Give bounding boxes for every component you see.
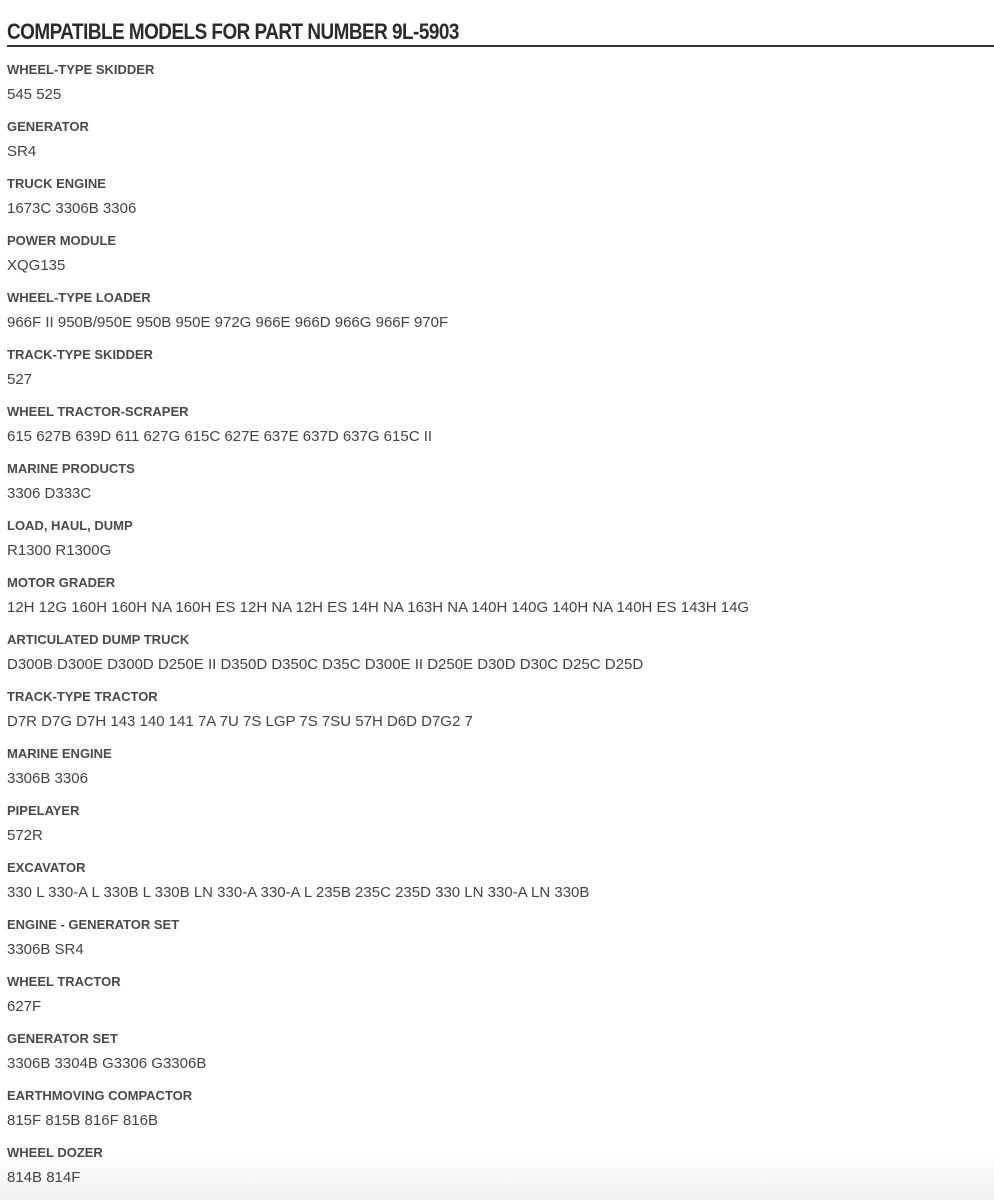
model-category [7,1083,987,1140]
category-name: MARINE PRODUCTS [7,461,135,476]
category-name: GENERATOR SET [7,1031,118,1046]
model-numbers: 615 627B 639D 611 627G 615C 627E 637E 637D 637G 615C II [7,428,433,445]
model-category [7,513,987,570]
category-name: WHEEL TRACTOR [7,974,121,989]
model-numbers: XQG135 [7,257,66,274]
category-name: TRACK-TYPE SKIDDER [7,347,153,362]
page-title: COMPATIBLE MODELS FOR PART NUMBER 9L-5903 [7,19,459,44]
model-category [7,456,987,513]
model-category [7,570,987,627]
model-category [7,1140,987,1197]
category-name: PIPELAYER [7,803,80,818]
model-numbers: 12H 12G 160H 160H NA 160H ES 12H NA 12H ES 14H NA 163H NA 140H 140G 140H NA 140H ES 143H 14G [7,599,750,616]
model-category [7,114,987,171]
model-category [7,228,987,285]
model-category [7,399,987,456]
model-numbers: 966F II 950B/950E 950B 950E 972G 966E 966D 966G 966F 970F [7,314,449,331]
model-category [7,684,987,741]
model-numbers: 814B 814F [7,1169,81,1186]
category-name: MARINE ENGINE [7,746,112,761]
model-numbers: SR4 [7,143,37,160]
model-numbers: 330 L 330-A L 330B L 330B LN 330-A 330-A L 235B 235C 235D 330 LN 330-A LN 330B [7,884,590,901]
category-name: WHEEL DOZER [7,1145,103,1160]
model-numbers: R1300 R1300G [7,542,112,559]
category-name: WHEEL TRACTOR-SCRAPER [7,404,189,419]
model-category [7,798,987,855]
model-numbers: 3306B 3304B G3306 G3306B [7,1055,207,1072]
model-category [7,57,987,114]
category-name: LOAD, HAUL, DUMP [7,518,133,533]
model-numbers: 3306B 3306 [7,770,88,787]
category-name: EARTHMOVING COMPACTOR [7,1088,193,1103]
model-category [7,969,987,1026]
category-name: GENERATOR [7,119,89,134]
model-numbers: 545 525 [7,86,62,103]
model-category [7,285,987,342]
model-numbers: D7R D7G D7H 143 140 141 7A 7U 7S LGP 7S 7SU 57H D6D D7G2 7 [7,713,473,730]
category-name: EXCAVATOR [7,860,86,875]
model-category [7,342,987,399]
model-category [7,912,987,969]
model-numbers: 3306B SR4 [7,941,84,958]
model-numbers: 627F [7,998,42,1015]
compatible-models-list [7,57,987,1197]
category-name: ENGINE - GENERATOR SET [7,917,180,932]
model-numbers: 815F 815B 816F 816B [7,1112,158,1129]
model-category [7,627,987,684]
category-name: POWER MODULE [7,233,117,248]
title-divider [7,45,994,47]
category-name: MOTOR GRADER [7,575,116,590]
model-numbers: 527 [7,371,33,388]
model-category [7,855,987,912]
category-name: ARTICULATED DUMP TRUCK [7,632,190,647]
category-name: WHEEL-TYPE SKIDDER [7,62,155,77]
model-numbers: 1673C 3306B 3306 [7,200,137,217]
category-name: TRUCK ENGINE [7,176,106,191]
model-category [7,171,987,228]
model-numbers: 3306 D333C [7,485,92,502]
category-name: WHEEL-TYPE LOADER [7,290,151,305]
model-numbers: D300B D300E D300D D250E II D350D D350C D35C D300E II D250E D30D D30C D25C D25D [7,656,644,673]
model-numbers: 572R [7,827,43,844]
model-category [7,741,987,798]
model-category [7,1026,987,1083]
category-name: TRACK-TYPE TRACTOR [7,689,158,704]
